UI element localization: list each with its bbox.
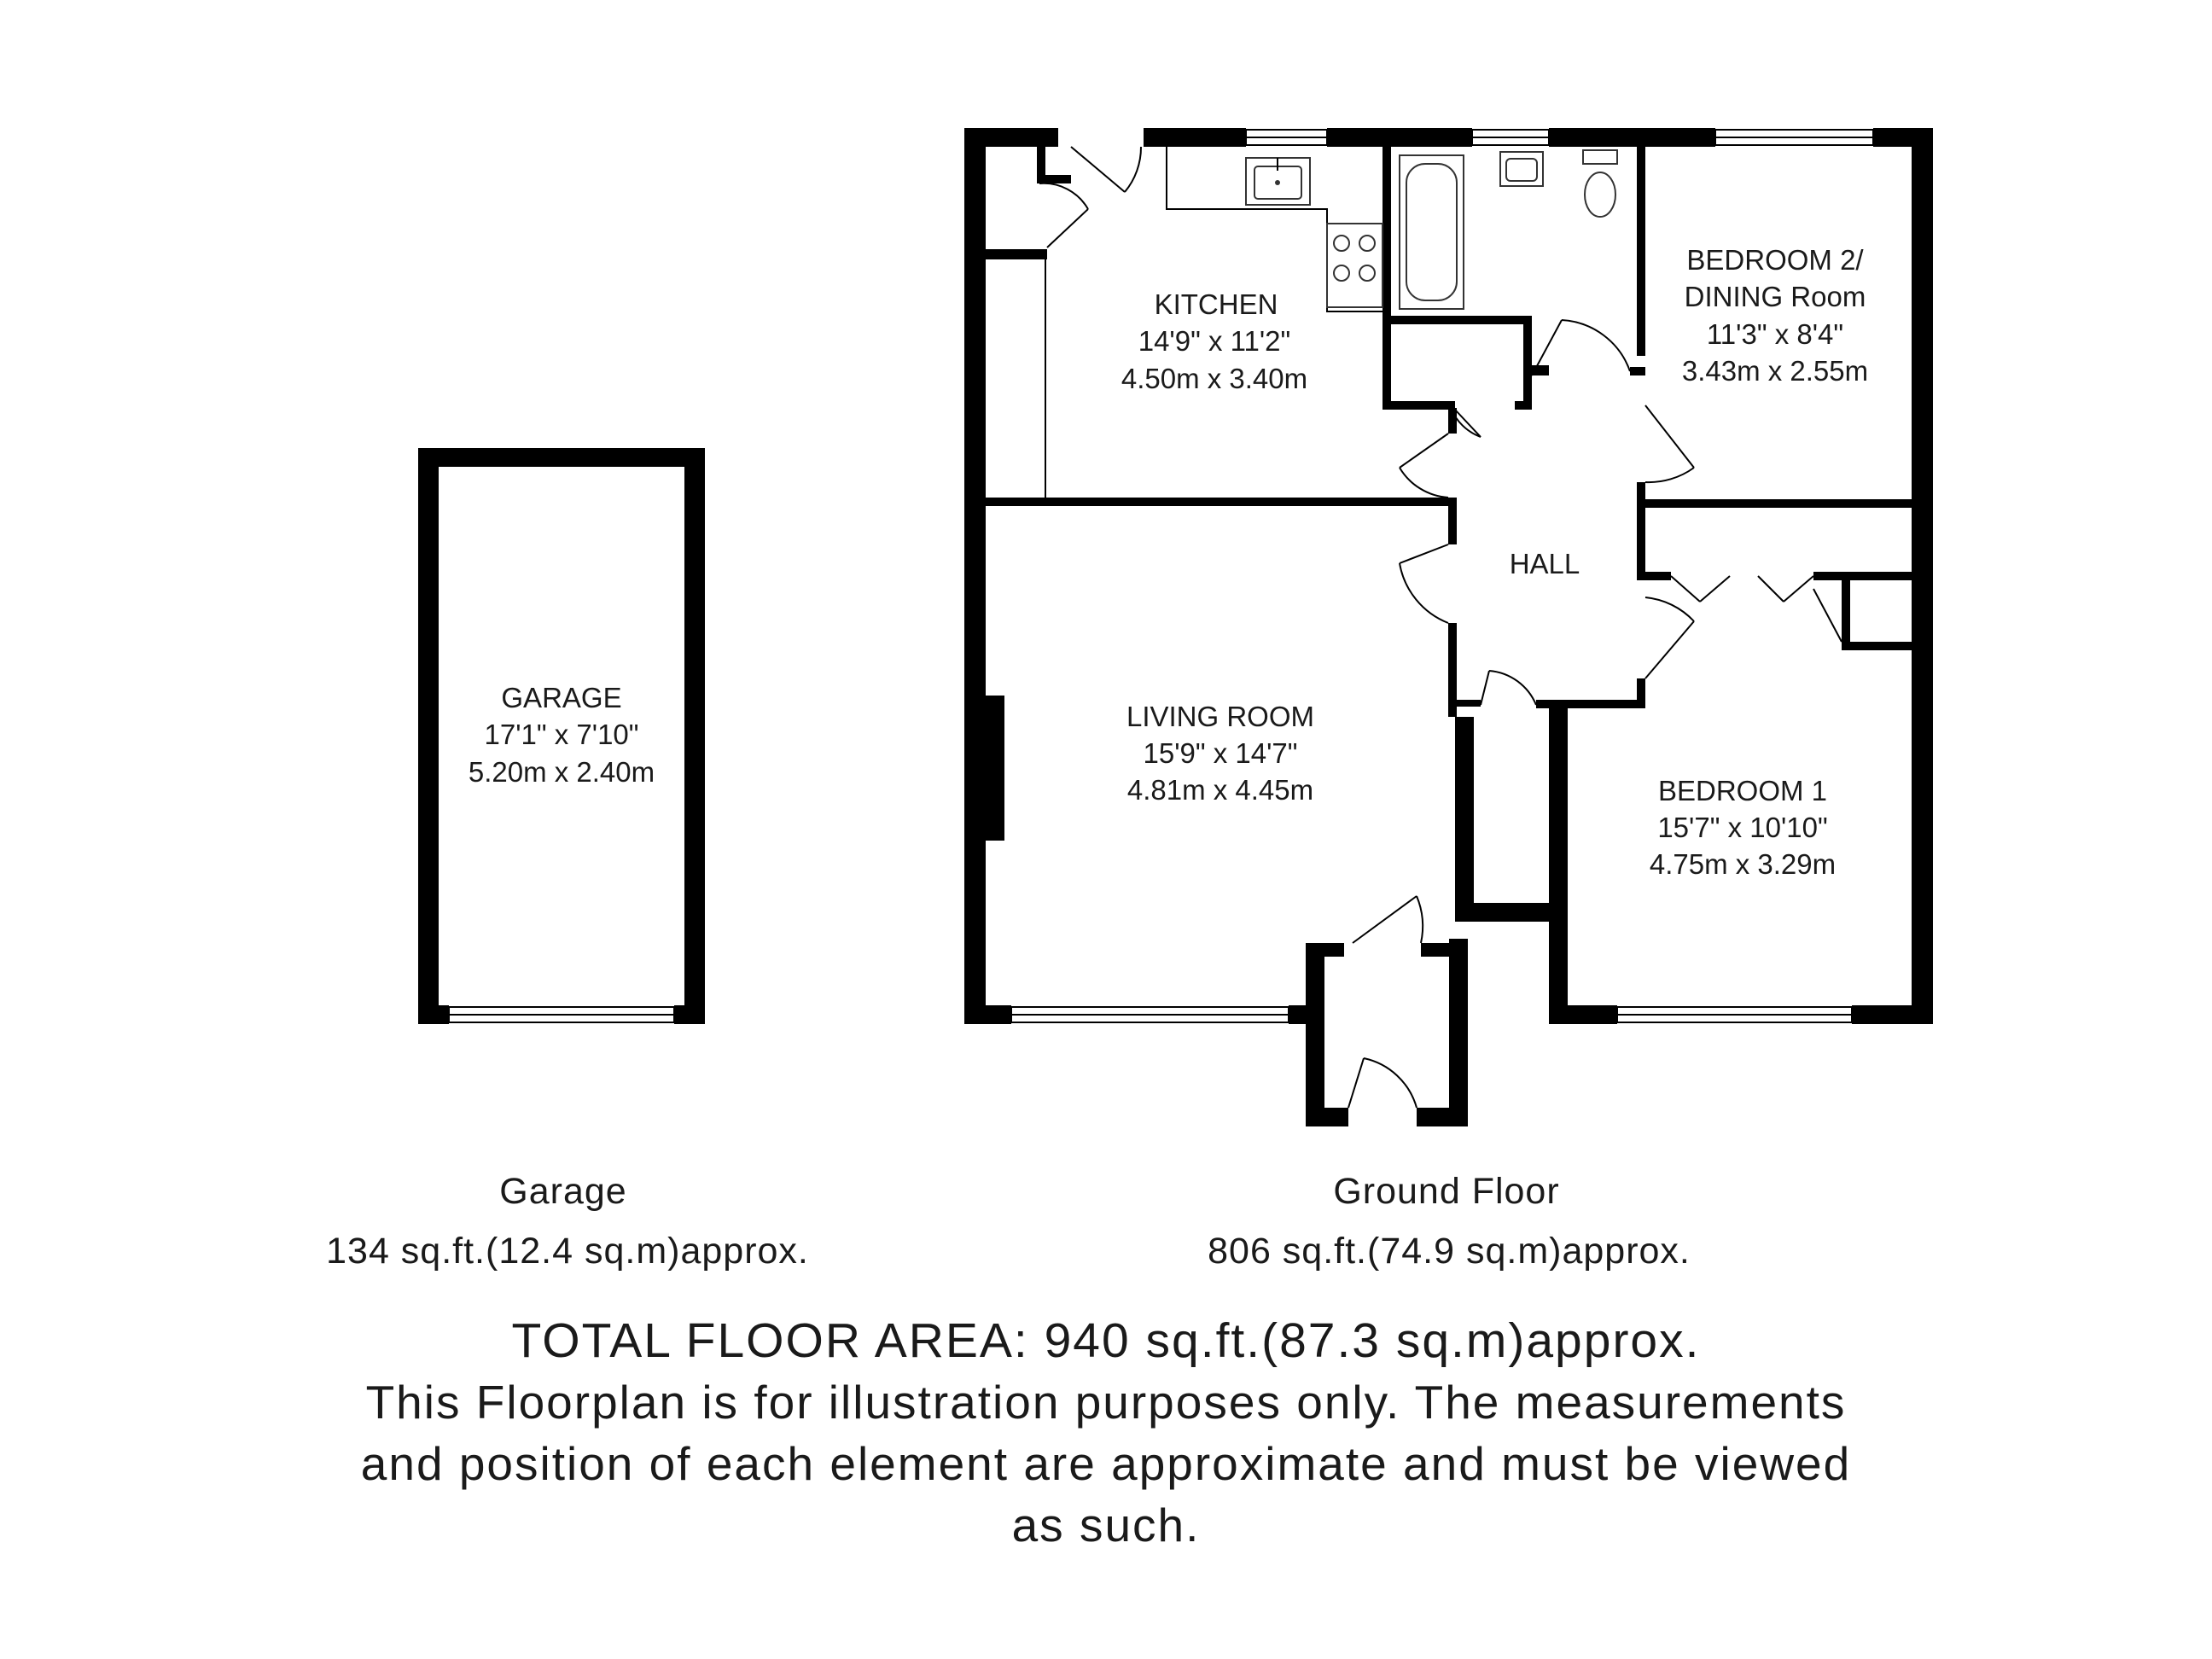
total-floor-area: TOTAL FLOOR AREA: 940 sq.ft.(87.3 sq.m)approx. bbox=[511, 1313, 1701, 1368]
kitchen-imperial: 14'9" x 11'2" bbox=[1138, 325, 1291, 357]
living-room-label bbox=[1126, 701, 1314, 806]
garage-metric: 5.20m x 2.40m bbox=[468, 756, 655, 788]
bedroom2-imperial: 11'3" x 8'4" bbox=[1706, 318, 1844, 350]
garage-floor-area: 134 sq.ft.(12.4 sq.m)approx. bbox=[326, 1231, 809, 1272]
hall-name: HALL bbox=[1509, 548, 1580, 579]
hall-label bbox=[1510, 548, 1580, 579]
living-name: LIVING ROOM bbox=[1126, 701, 1315, 732]
bedroom1-label bbox=[1650, 775, 1836, 880]
bedroom1-imperial: 15'7" x 10'10" bbox=[1657, 812, 1828, 843]
bedroom1-metric: 4.75m x 3.29m bbox=[1649, 848, 1837, 880]
living-imperial: 15'9" x 14'7" bbox=[1143, 737, 1298, 769]
bedroom2-label bbox=[1682, 244, 1868, 387]
disclaimer-text: This Floorplan is for illustration purposes only. The measurements and position of each element are approximate and must be viewed as such. bbox=[360, 1376, 1852, 1551]
kitchen-sink-icon bbox=[1246, 158, 1310, 205]
ground-floor-area: 806 sq.ft.(74.9 sq.m)approx. bbox=[1208, 1231, 1691, 1272]
ground-floor-title: Ground Floor bbox=[1333, 1171, 1560, 1212]
living-metric: 4.81m x 4.45m bbox=[1126, 774, 1314, 806]
ground-floor-summary bbox=[1208, 1171, 1691, 1272]
kitchen-metric: 4.50m x 3.40m bbox=[1121, 363, 1308, 394]
bedroom2-metric: 3.43m x 2.55m bbox=[1681, 355, 1869, 387]
garage-floor-summary bbox=[326, 1171, 809, 1272]
toilet-icon bbox=[1583, 150, 1617, 217]
garage-imperial: 17'1" x 7'10" bbox=[484, 719, 639, 750]
basin-icon bbox=[1500, 152, 1543, 186]
kitchen-label bbox=[1121, 288, 1307, 394]
bath-icon bbox=[1400, 155, 1464, 309]
garage-label bbox=[469, 682, 655, 788]
bedroom2-name-line1: BEDROOM 2/ bbox=[1686, 244, 1864, 276]
hob-icon bbox=[1327, 224, 1382, 307]
bedroom2-name-line2: DINING Room bbox=[1684, 281, 1866, 312]
garage-name: GARAGE bbox=[501, 682, 622, 713]
kitchen-name: KITCHEN bbox=[1154, 288, 1278, 320]
garage-floor-title: Garage bbox=[499, 1171, 627, 1212]
bedroom1-name: BEDROOM 1 bbox=[1657, 775, 1828, 806]
footer-notes bbox=[253, 1310, 1959, 1556]
